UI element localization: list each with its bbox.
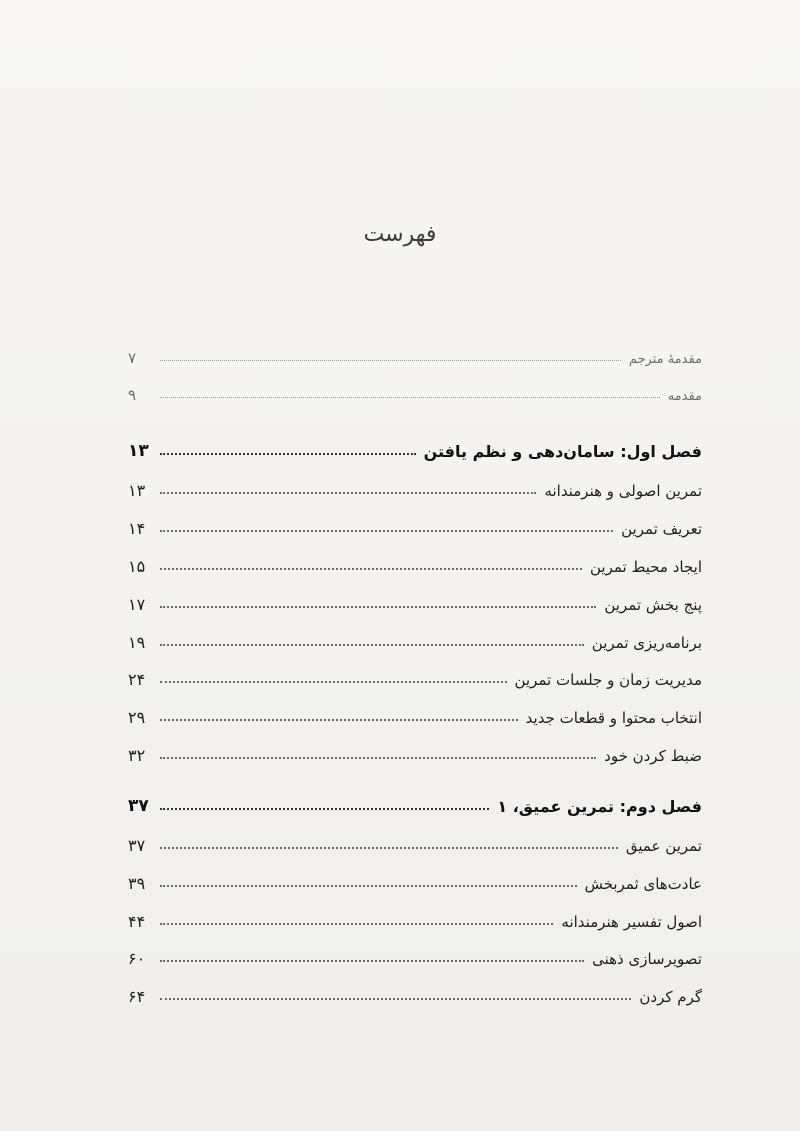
toc-page-number: ۱۹ [128,633,146,652]
toc-section[interactable] [128,545,702,575]
toc-section[interactable] [128,900,702,930]
toc-entry-title: مقدمهٔ مترجم [628,352,702,367]
dot-leader [160,885,577,887]
dot-leader [160,360,621,361]
toc-entry-translator-preface[interactable] [128,336,702,366]
toc-page-number: ۷ [128,349,137,367]
section-title: تمرین عمیق [625,837,702,855]
dot-leader [160,530,613,532]
toc-entry-title: مقدمه [667,389,702,404]
chapter-title: فصل اول: سامان‌دهی و نظم یافتن [423,442,702,461]
toc-section[interactable] [128,469,702,499]
section-title: تعریف تمرین [621,520,702,538]
section-title: ایجاد محیط تمرین [589,558,702,576]
toc-chapter-1[interactable] [128,430,702,460]
toc-page-number: ۱۳ [128,441,149,461]
dot-leader [160,923,553,925]
dot-leader [160,397,660,398]
toc-page-number: ۳۷ [128,836,146,855]
chapter-title: فصل دوم: تمرین عمیق، ۱ [497,797,702,816]
toc-entry-preface[interactable] [128,373,702,403]
section-title: انتخاب محتوا و قطعات جدید [525,709,702,727]
dot-leader [160,847,618,849]
section-title: ضبط کردن خود [604,747,702,765]
toc-page-number: ۲۴ [128,670,146,689]
toc-section[interactable] [128,658,702,688]
dot-leader [160,492,536,494]
toc-page-number: ۳۲ [128,746,146,765]
toc-section[interactable] [128,824,702,854]
toc-section[interactable] [128,583,702,613]
section-title: پنج بخش تمرین [604,596,702,614]
toc-page-number: ۴۴ [128,912,146,931]
section-title: تصویرسازی ذهنی [592,950,702,968]
toc-page-number: ۶۴ [128,987,146,1006]
dot-leader [160,606,596,608]
dot-leader [160,644,584,646]
dot-leader [160,453,416,455]
toc-page-number: ۳۹ [128,874,146,893]
section-title: تمرین اصولی و هنرمندانه [544,482,702,500]
toc-section[interactable] [128,862,702,892]
toc-section[interactable] [128,507,702,537]
section-title: برنامه‌ریزی تمرین [591,634,702,652]
dot-leader [160,719,518,721]
dot-leader [160,960,584,962]
toc-section[interactable] [128,975,702,1005]
section-title: مدیریت زمان و جلسات تمرین [514,671,702,689]
toc-page-number: ۱۴ [128,519,146,538]
section-title: عادت‌های ثمربخش [584,875,702,893]
toc-section[interactable] [128,696,702,726]
dot-leader [160,998,631,1000]
toc-page-number: ۱۳ [128,481,146,500]
toc-section[interactable] [128,734,702,764]
dot-leader [160,568,582,570]
toc-page-number: ۹ [128,386,137,404]
toc-section[interactable] [128,621,702,651]
toc-page-number: ۲۹ [128,708,146,727]
dot-leader [160,681,507,683]
toc-title: فهرست [363,222,437,247]
dot-leader [160,808,489,810]
toc-page-number: ۳۷ [128,796,149,816]
toc-page-number: ۶۰ [128,949,146,968]
section-title: گرم کردن [639,988,702,1006]
toc-section[interactable] [128,937,702,967]
toc-page-number: ۱۷ [128,595,146,614]
section-title: اصول تفسیر هنرمندانه [561,913,702,931]
dot-leader [160,757,596,759]
toc-chapter-2[interactable] [128,785,702,815]
toc-page-number: ۱۵ [128,557,146,576]
